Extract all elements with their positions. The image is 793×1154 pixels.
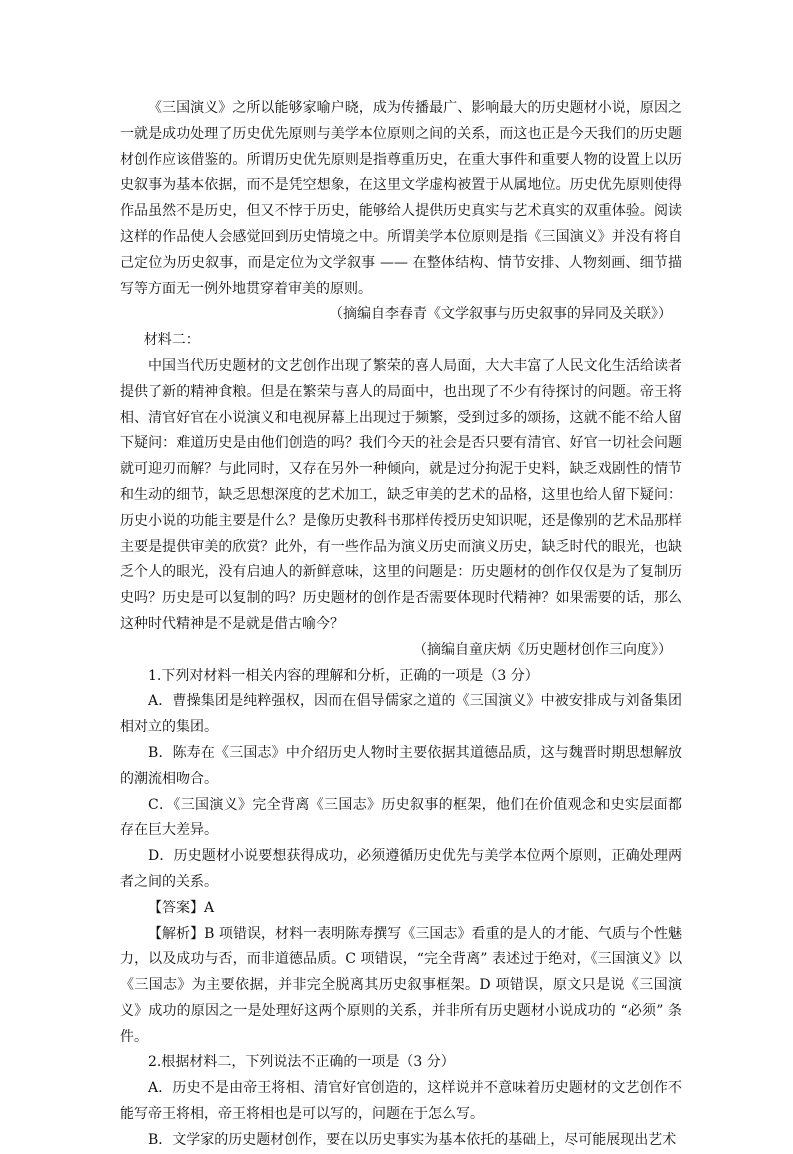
material2-source: （摘编自童庆炳《历史题材创作三向度》）	[413, 641, 672, 658]
question1-analysis: 【解析】B 项错误，材料一表明陈寿撰写《三国志》看重的是人的才能、气质与个性魅力，以及成功与否，而非道德品质。C 项错误，“完全背离” 表述过于绝对，《三国演义》以《三国志》为主要依据，并非完全脱离其历史叙事框架。D 项错误，原文只是说《三国演义》成功的原因之一是处理好这两个原则的关系，并非所有历史题材小说成功的 “必须” 条件。	[120, 925, 682, 1045]
material2-heading: 材料二：	[143, 332, 200, 349]
question2-stem: 2.根据材料二，下列说法不正确的一项是（3 分）	[148, 1054, 455, 1071]
question1-option-d: D．历史题材小说要想获得成功，必须遵循历史优先与美学本位两个原则，正确处理两者之间的关系。	[120, 848, 682, 890]
question1-option-a: A．曹操集团是纯粹强权，因而在倡导儒家之道的《三国演义》中被安排成与刘备集团相对立的集团。	[120, 693, 682, 736]
material2-body: 中国当代历史题材的文艺创作出现了繁荣的喜人局面，大大丰富了人民文化生活给读者提供了新的精神食粮。但是在繁荣与喜人的局面中，也出现了不少有待探讨的问题。帝王将相、清官好官在小说演义和电视屏幕上出现过于频繁，受到过多的颂扬，这就不能不给人留下疑问：难道历史是由他们创造的吗？我们今天的社会是否只要有清官、好官一切社会问题就可迎刃而解？与此同时，又存在另外一种倾向，就是过分拘泥于史料，缺乏戏剧性的情节和生动的细节，缺乏思想深度的艺术加工，缺乏审美的艺术的品格，这里也给人留下疑问：历史小说的功能主要是什么？是像历史教科书那样传授历史知识呢，还是像别的艺术品那样主要是提供审美的欣赏？此外，有一些作品为演义历史而演义历史，缺乏时代的眼光，也缺乏个人的眼光，没有启迪人的新鲜意味，这里的问题是：历史题材的创作仅仅是为了复制历史吗？历史是可以复制的吗？历史题材的创作是否需要体现时代精神？如果需要的话，那么这种时代精神是不是就是借古喻今？	[120, 357, 682, 632]
question2-option-a: A．历史不是由帝王将相、清官好官创造的，这样说并不意味着历史题材的文艺创作不能写帝王将相，帝王将相也是可以写的，问题在于怎么写。	[120, 1080, 682, 1123]
question1-stem: 1.下列对材料一相关内容的理解和分析，正确的一项是（3 分）	[148, 667, 539, 684]
question1-answer: 【答案】A	[148, 899, 215, 916]
question1-option-b: B．陈寿在《三国志》中介绍历史人物时主要依据其道德品质，这与魏晋时期思想解放的潮流相吻合。	[120, 744, 682, 787]
material1-body: 《三国演义》之所以能够家喻户晓，成为传播最广、影响最大的历史题材小说，原因之一就是成功处理了历史优先原则与美学本位原则之间的关系，而这也正是今天我们的历史题材创作应该借鉴的。所谓历史优先原则是指尊重历史，在重大事件和重要人物的设置上以历史叙事为基本依据，而不是凭空想象，在这里文学虚构被置于从属地位。历史优先原则使得作品虽然不是历史，但又不悖于历史，能够给人提供历史真实与艺术真实的双重体验。阅读这样的作品使人会感觉回到历史情境之中。所谓美学本位原则是指《三国演义》并没有将自己定位为历史叙事，而是定位为文学叙事 —— 在整体结构、情节安排、人物刻画、细节描写等方面无一例外地贯穿着审美的原则。	[120, 100, 682, 297]
question1-option-c: C．《三国演义》完全背离《三国志》历史叙事的框架，他们在价值观念和史实层面都存在巨大差异。	[120, 796, 682, 839]
material1-source: （摘编自李春青《文学叙事与历史叙事的异同及关联》）	[329, 306, 672, 323]
question2-option-b: B．文学家的历史题材创作，要在以历史事实为基本依托的基础上，尽可能展现出艺术	[148, 1131, 677, 1148]
document-page	[120, 96, 682, 1154]
